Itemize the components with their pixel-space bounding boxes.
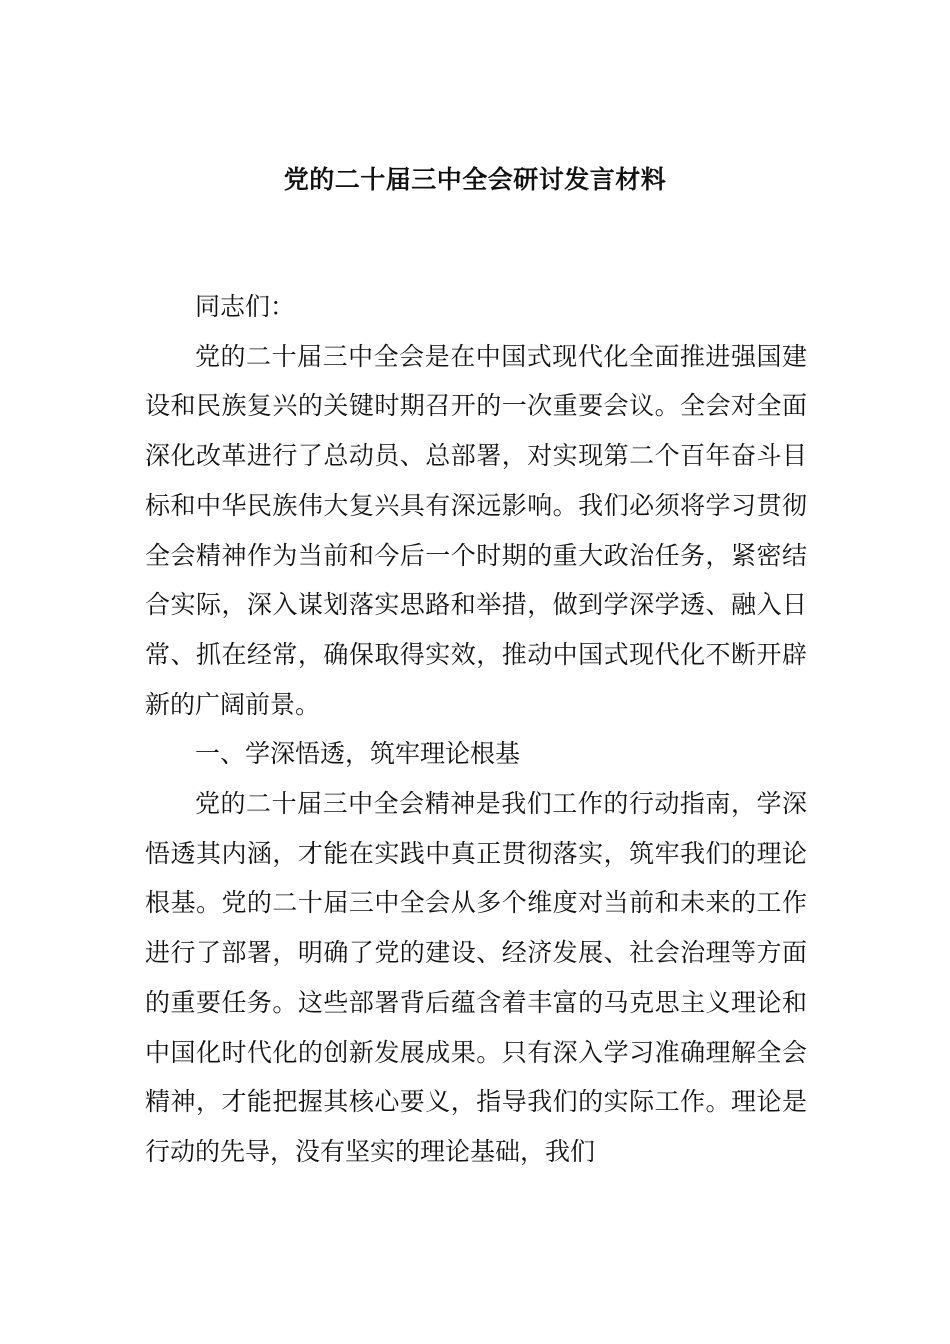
salutation: 同志们： (195, 292, 296, 321)
document-body (145, 282, 807, 1177)
document-title: 党的二十届三中全会研讨发言材料 (283, 165, 667, 194)
intro-paragraph: 党的二十届三中全会是在中国式现代化全面推进强国建设和民族复兴的关键时期召开的一次重要会议。全会对全面深化改革进行了总动员、总部署，对实现第二个百年奋斗目标和中华民族伟大复兴具有深远影响。我们必须将学习贯彻全会精神作为当前和今后一个时期的重大政治任务，紧密结合实际，深入谋划落实思路和举措，做到学深学透、融入日常、抓在经常，确保取得实效，推动中国式现代化不断开辟新的广阔前景。 (145, 341, 807, 719)
section-heading: 一、学深悟透，筑牢理论根基 (195, 739, 521, 769)
section-paragraph: 党的二十届三中全会精神是我们工作的行动指南，学深悟透其内涵，才能在实践中真正贯彻落实，筑牢我们的理论根基。党的二十届三中全会从多个维度对当前和未来的工作进行了部署，明确了党的建设、经济发展、社会治理等方面的重要任务。这些部署背后蕴含着丰富的马克思主义理论和中国化时代化的创新发展成果。只有深入学习准确理解全会精神，才能把握其核心要义，指导我们的实际工作。理论是行动的先导，没有坚实的理论基础，我们 (145, 789, 807, 1166)
